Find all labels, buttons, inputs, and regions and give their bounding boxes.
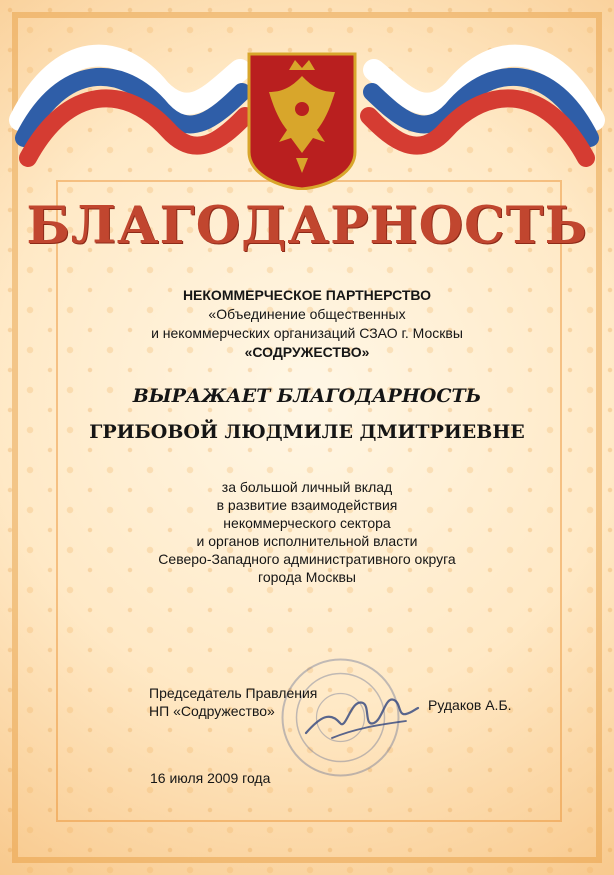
certificate-title: БЛАГОДАРНОСТЬ (26, 196, 588, 256)
russian-coat-of-arms-icon (241, 50, 363, 190)
signatory-name: Рудаков А.Б. (428, 697, 512, 713)
reason-text-block (0, 478, 614, 586)
reason-line: и органов исполнительной власти (196, 533, 418, 549)
signatory-position (149, 684, 317, 720)
signatory-position-line-2: НП «Содружество» (149, 703, 275, 719)
reason-line: Северо-Западного административного округа (158, 551, 456, 567)
reason-line: за большой личный вклад (221, 479, 393, 495)
organization-line-1: НЕКОММЕРЧЕСКОЕ ПАРТНЕРСТВО (182, 287, 432, 303)
certificate-date: 16 июля 2009 года (150, 770, 271, 786)
organization-line-3: и некоммерческих организаций СЗАО г. Москвы (151, 325, 463, 341)
handwritten-signature-icon (302, 675, 422, 755)
signatory-position-line-1: Председатель Правления (149, 685, 318, 701)
reason-line: в развитие взаимодействия (216, 497, 398, 513)
organization-block (0, 286, 614, 362)
organization-line-4: «СОДРУЖЕСТВО» (244, 344, 370, 360)
organization-line-2: «Объединение общественных (208, 306, 406, 322)
gratitude-heading: ВЫРАЖАЕТ БЛАГОДАРНОСТЬ (132, 385, 482, 407)
reason-line: города Москвы (258, 569, 356, 585)
reason-line: некоммерческого сектора (223, 515, 391, 531)
recipient-name: ГРИБОВОЙ ЛЮДМИЛЕ ДМИТРИЕВНЕ (89, 421, 525, 443)
